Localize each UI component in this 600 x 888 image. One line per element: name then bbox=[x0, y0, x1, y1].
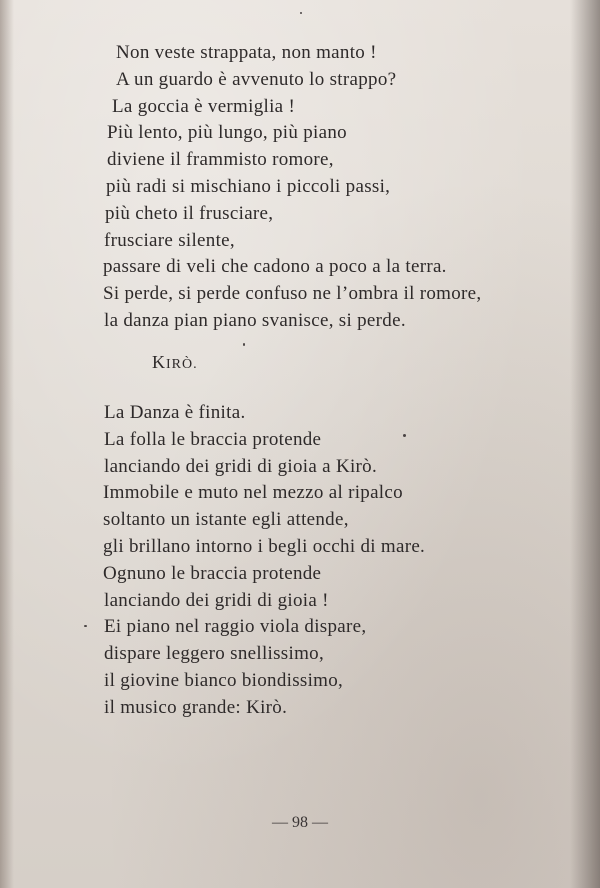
speaker-initial: K bbox=[152, 352, 166, 372]
speaker-heading bbox=[152, 352, 198, 373]
verse-line: La Danza è finita. bbox=[104, 402, 246, 423]
verse-line: La goccia è vermiglia ! bbox=[112, 95, 296, 117]
verse-line: più cheto il frusciare, bbox=[105, 202, 274, 224]
verse-line: più radi si mischiano i piccoli passi, bbox=[106, 175, 391, 197]
verse-line: il musico grande: Kirò. bbox=[104, 696, 288, 718]
verse-line: A un guardo è avvenuto lo strappo? bbox=[116, 68, 397, 90]
verse-line: la danza pian piano svanisce, si perde. bbox=[104, 309, 406, 331]
verse-line: passare di veli che cadono a poco a la terra. bbox=[103, 256, 447, 278]
speaker-rest: IRÒ. bbox=[166, 357, 198, 372]
verse-line: diviene il frammisto romore, bbox=[107, 149, 334, 171]
verse-line: Più lento, più lungo, più piano bbox=[107, 122, 347, 144]
verse-line: lanciando dei gridi di gioia a Kirò. bbox=[104, 455, 378, 477]
verse-line: Si perde, si perde confuso ne l’ombra il romore, bbox=[103, 283, 482, 305]
verse-line: frusciare silente, bbox=[104, 229, 235, 251]
verse-line: il giovine bianco biondissimo, bbox=[104, 669, 344, 691]
paper-speck bbox=[243, 343, 245, 346]
verse-line: soltanto un istante egli attende, bbox=[103, 509, 349, 531]
paper-speck bbox=[84, 625, 87, 627]
paper-speck bbox=[403, 434, 406, 437]
paper-speck bbox=[300, 12, 302, 14]
verse-line: lanciando dei gridi di gioia ! bbox=[104, 589, 329, 611]
verse-line: La folla le braccia protende bbox=[104, 428, 322, 450]
poem-stanza-1 bbox=[0, 40, 600, 335]
poem-stanza-2 bbox=[0, 400, 600, 722]
verse-line: Non veste strappata, non manto ! bbox=[116, 42, 377, 63]
verse-line: dispare leggero snellissimo, bbox=[104, 643, 324, 665]
verse-line: Immobile e muto nel mezzo al ripalco bbox=[103, 482, 403, 504]
verse-line: gli brillano intorno i begli occhi di mare. bbox=[103, 535, 426, 557]
page-number: — 98 — bbox=[272, 814, 328, 831]
verse-line: Ei piano nel raggio viola dispare, bbox=[104, 616, 367, 638]
verse-line: Ognuno le braccia protende bbox=[103, 562, 322, 584]
